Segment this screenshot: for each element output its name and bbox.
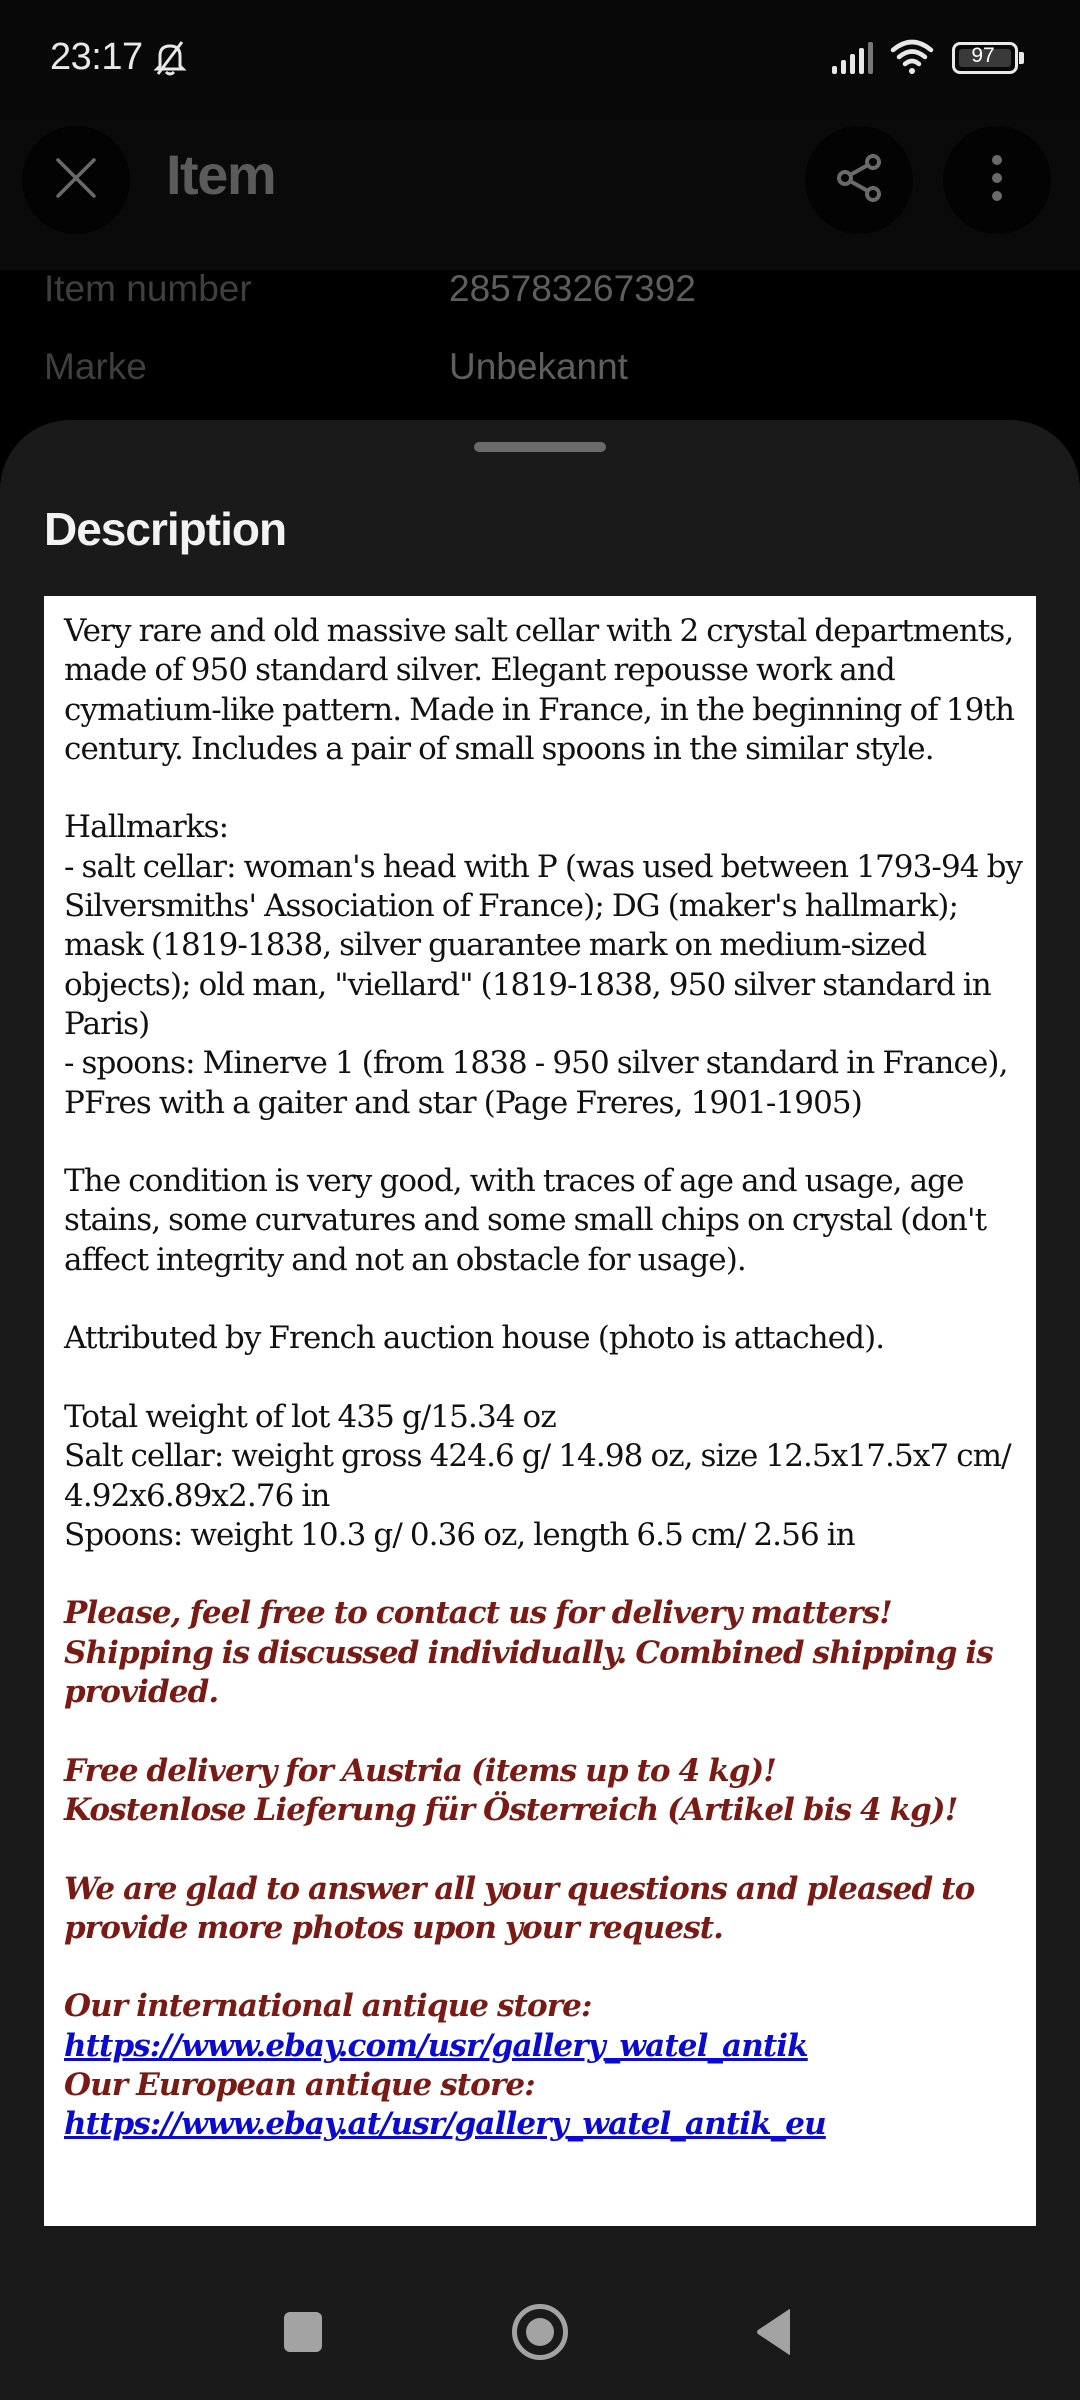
sheet-title: Description [44,503,287,555]
close-icon [52,154,100,207]
battery-level: 97 [971,44,995,67]
system-nav-bar [0,2260,1080,2400]
app-bar [0,120,1080,270]
eu-store-link[interactable]: https://www.ebay.at/usr/gallery_watel_antik_eu [64,2106,826,2143]
more-options-button[interactable] [943,126,1051,234]
desc-questions: We are glad to answer all your questions and pleased to provide more photos upon your request. [64,1870,975,1946]
home-button[interactable] [512,2304,568,2360]
spec-row-brand [0,346,1080,406]
eu-store-line [64,2066,1026,2145]
back-icon [754,2343,794,2360]
desc-spoons: Spoons: weight 10.3 g/ 0.36 oz, length 6.5 cm/ 2.56 in [64,1516,855,1553]
intl-store-label: Our international antique store: [64,1988,592,2025]
description-content[interactable] [44,596,1036,2226]
spec-value: 285783267392 [449,268,696,309]
desc-contact-1: Please, feel free to contact us for delivery matters! [64,1595,892,1632]
spec-row-item-number [0,268,1080,328]
home-icon [526,2318,554,2346]
page-title: Item [166,143,276,206]
more-vertical-icon [989,154,1005,207]
status-bar [0,0,1080,120]
spec-value: Unbekannt [449,346,628,387]
close-button[interactable] [22,126,130,234]
eu-store-label: Our European antique store: [64,2066,535,2103]
desc-hallmarks-title: Hallmarks: [64,809,229,846]
desc-intro: Very rare and old massive salt cellar with 2 crystal departments, made of 950 standard silver. Elegant repousse work and cymatium-like pattern. Made in France, in the beginning of 19th century. Includes a pair of small spoons in the similar style. [64,613,1015,767]
desc-hallmarks-spoons: - spoons: Minerve 1 (from 1838 - 950 silver standard in France), PFres with a gaiter and star (Page Freres, 1901-1905) [64,1045,1008,1121]
back-button[interactable] [754,2308,794,2356]
desc-attributed: Attributed by French auction house (photo is attached). [64,1320,885,1357]
desc-hallmarks-salt: - salt cellar: woman's head with P (was used between 1793-94 by Silversmiths' Association of France); DG (maker's hallmark); mask (1819-1838, silver guarantee mark on medium-sized objects); old man, "viellard" (1819-1838, 950 silver standard in Paris) [64,848,1023,1042]
drag-handle[interactable] [474,442,606,452]
desc-condition: The condition is very good, with traces of age and usage, age stains, some curvatures and some small chips on crystal (don't affect integrity and not an obstacle for usage). [64,1163,987,1278]
status-time: 23:17 [50,36,143,78]
description-sheet [0,420,1080,2400]
item-specifics [0,270,1080,430]
signal-icon [830,42,878,74]
desc-total-weight: Total weight of lot 435 g/15.34 oz [64,1398,556,1435]
intl-store-line [64,1987,1026,2066]
spec-label: Marke [44,346,147,387]
desc-contact-2: Shipping is discussed individually. Combined shipping is provided. [64,1634,993,1711]
recents-button[interactable] [284,2312,322,2352]
intl-store-link[interactable]: https://www.ebay.com/usr/gallery_watel_antik [64,2027,808,2064]
share-button[interactable] [805,126,913,234]
desc-salt-cellar: Salt cellar: weight gross 424.6 g/ 14.98 oz, size 12.5x17.5x7 cm/ 4.92x6.89x2.76 in [64,1438,1011,1514]
spec-label: Item number [44,268,252,309]
battery-icon [952,42,1024,74]
share-icon [833,152,885,209]
desc-free-delivery-de: Kostenlose Lieferung für Österreich (Artikel bis 4 kg)! [64,1791,958,1828]
wifi-icon [890,38,934,76]
bell-off-icon [150,38,190,78]
desc-free-delivery-en: Free delivery for Austria (items up to 4 kg)! [64,1752,776,1789]
